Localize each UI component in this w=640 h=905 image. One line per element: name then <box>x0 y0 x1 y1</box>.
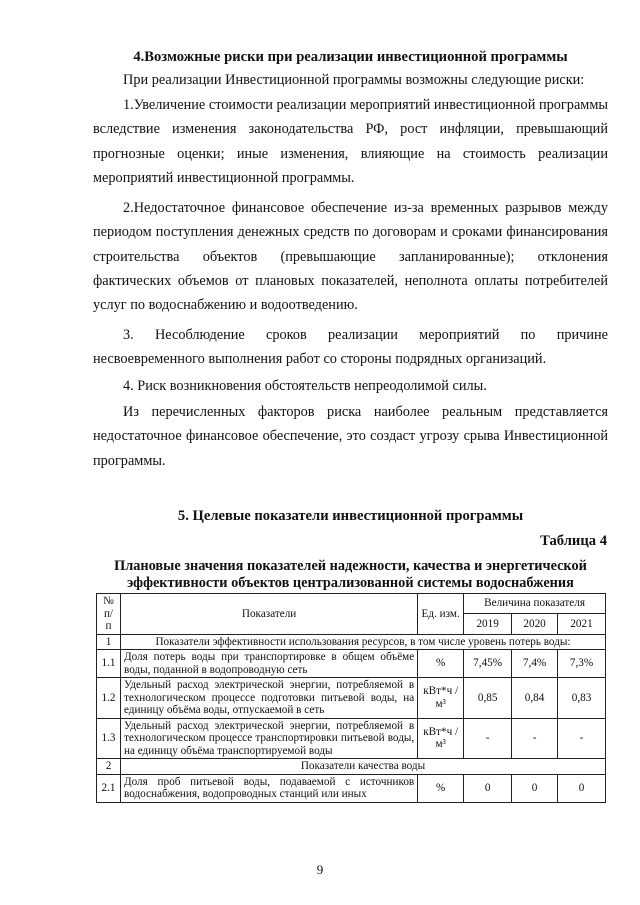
row-value-2021: 7,3% <box>558 650 606 678</box>
row-value-2019: 0,85 <box>464 678 512 719</box>
header-year: 2019 <box>464 614 512 634</box>
row-name: Доля потерь воды при транспортировке в общем объёме воды, поданной в водопроводную сеть <box>120 650 417 678</box>
table-group-row <box>97 634 606 650</box>
risk-item-1: 1.Увеличение стоимости реализации мероприятий инвестиционной программы вследствие изменения законодательства РФ, рост инфляции, превышающий прогнозные оценки; иные изменения, влияющие на стоимость реализации мероприятий инвестиционной программы. <box>93 97 608 186</box>
page-number: 9 <box>316 862 324 877</box>
risk-conclusion: Из перечисленных факторов риска наиболее реальным представляется недостаточное финансовое обеспечение, это создаст угрозу срыва Инвестиционной программы. <box>93 404 608 469</box>
risk-item-4: 4. Риск возникновения обстоятельств непреодолимой силы. <box>123 378 487 394</box>
table-group-row <box>97 759 606 775</box>
row-num: 2.1 <box>97 774 121 802</box>
header-unit: Ед. изм. <box>418 594 464 635</box>
row-value-2020: 0 <box>512 774 558 802</box>
row-unit: кВт*ч /м³ <box>418 678 464 719</box>
row-value-2019: - <box>464 718 512 759</box>
row-value-2021: - <box>558 718 606 759</box>
table-label: Таблица 4 <box>540 533 607 549</box>
row-value-2019: 7,45% <box>464 650 512 678</box>
table-header-row <box>97 594 606 614</box>
header-value: Величина показателя <box>464 594 606 614</box>
row-value-2020: - <box>512 718 558 759</box>
row-name: Удельный расход электрической энергии, потребляемой в технологическом процессе транспортировки питьевой воды, на единицу объёма транспортируемой воды <box>120 718 417 759</box>
row-unit: кВт*ч /м³ <box>418 718 464 759</box>
section-4-intro: При реализации Инвестиционной программы возможны следующие риски: <box>123 72 585 88</box>
row-value-2020: 0,84 <box>512 678 558 719</box>
row-num: 1.2 <box>97 678 121 719</box>
row-unit: % <box>418 774 464 802</box>
group-num: 1 <box>97 634 121 650</box>
row-name: Доля проб питьевой воды, подаваемой с источников водоснабжения, водопроводных станций или иных <box>120 774 417 802</box>
table-row <box>97 678 606 719</box>
section-5-heading: 5. Целевые показатели инвестиционной программы <box>177 508 524 524</box>
row-name: Удельный расход электрической энергии, потребляемой в технологическом процессе подготовки питьевой воды, на единицу объёма воды, отпускаемой в сеть <box>120 678 417 719</box>
risk-item-3: 3. Несоблюдение сроков реализации мероприятий по причине несвоевременного выполнения работ со стороны подрядных организаций. <box>93 327 608 368</box>
row-value-2020: 7,4% <box>512 650 558 678</box>
risk-item-2: 2.Недостаточное финансовое обеспечение из-за временных разрывов между периодом поступления денежных средств по договорам и сроками финансирования строительства объектов (превышающие запланированные); отклонения фактических объемов от плановых показателей, неполнота оплаты потребителей услуг по водоснабжению и водоотведению. <box>93 200 608 314</box>
row-value-2021: 0 <box>558 774 606 802</box>
table-caption-line-2: эффективности объектов централизованной системы водоснабжения <box>127 575 574 591</box>
row-num: 1.3 <box>97 718 121 759</box>
table-caption-line-1: Плановые значения показателей надежности, качества и энергетической <box>114 558 587 574</box>
row-unit: % <box>418 650 464 678</box>
row-num: 1.1 <box>97 650 121 678</box>
row-value-2019: 0 <box>464 774 512 802</box>
group-num: 2 <box>97 759 121 775</box>
header-year: 2021 <box>558 614 606 634</box>
header-year: 2020 <box>512 614 558 634</box>
header-num: № п/ п <box>97 594 121 635</box>
group-title: Показатели эффективности использования ресурсов, в том числе уровень потерь воды: <box>120 634 605 650</box>
table-row <box>97 774 606 802</box>
section-4-heading: 4.Возможные риски при реализации инвестиционной программы <box>133 49 568 65</box>
header-indicators: Показатели <box>120 594 417 635</box>
table-row <box>97 718 606 759</box>
table-row <box>97 650 606 678</box>
row-value-2021: 0,83 <box>558 678 606 719</box>
indicators-table <box>96 593 606 803</box>
group-title: Показатели качества воды <box>120 759 605 775</box>
